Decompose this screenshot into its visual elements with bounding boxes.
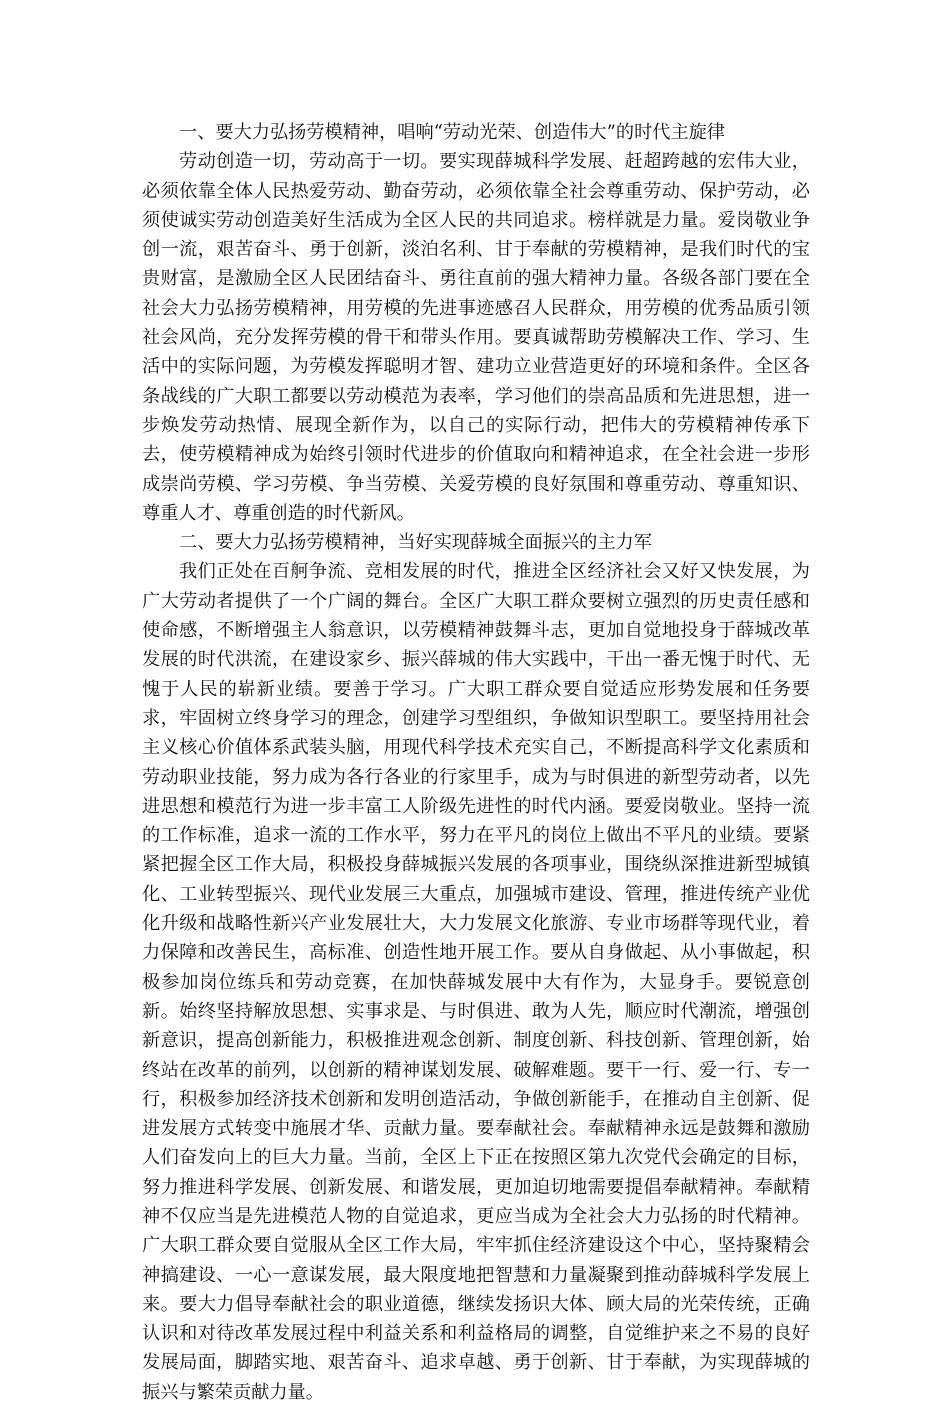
- section-2-paragraph: 我们正处在百舸争流、竞相发展的时代，推进全区经济社会又好又快发展，为广大劳动者提供了一个广阔的舞台。全区广大职工群众要树立强烈的历史责任感和使命感，不断增强主人翁意识，以劳模精神鼓舞斗志，更加自觉地投身于薛城改革发展的时代洪流，在建设家乡、振兴薛城的伟大实践中，干出一番无愧于时代、无愧于人民的崭新业绩。要善于学习。广大职工群众要自觉适应形势发展和任务要求，牢固树立终身学习的理念，创建学习型组织，争做知识型职工。要坚持用社会主义核心价值体系武装头脑，用现代科学技术充实自己，不断提高科学文化素质和劳动职业技能，努力成为各行各业的行家里手，成为与时俱进的新型劳动者，以先进思想和模范行为进一步丰富工人阶级先进性的时代内涵。要爱岗敬业。坚持一流的工作标准，追求一流的工作水平，努力在平凡的岗位上做出不平凡的业绩。要紧紧把握全区工作大局，积极投身薛城振兴发展的各项事业，围绕纵深推进新型城镇化、工业转型振兴、现代业发展三大重点，加强城市建设、管理，推进传统产业优化升级和战略性新兴产业发展壮大，大力发展文化旅游、专业市场群等现代业，着力保障和改善民生，高标准、创造性地开展工作。要从自身做起、从小事做起，积极参加岗位练兵和劳动竞赛，在加快薛城发展中大有作为，大显身手。要锐意创新。始终坚持解放思想、实事求是、与时俱进、敢为人先，顺应时代潮流，增强创新意识，提高创新能力，积极推进观念创新、制度创新、科技创新、管理创新，始终站在改革的前列，以创新的精神谋划发展、破解难题。要干一行、爱一行、专一行，积极参加经济技术创新和发明创造活动，争做创新能手，在推动自主创新、促进发展方式转变中施展才华、贡献力量。要奉献社会。奉献精神永远是鼓舞和激励人们奋发向上的巨大力量。当前，全区上下正在按照区第九次党代会确定的目标，努力推进科学发展、创新发展、和谐发展，更加迫切地需要提倡奉献精神。奉献精神不仅应当是先进模范人物的自觉追求，更应当成为全社会大力弘扬的时代精神。广大职工群众要自觉服从全区工作大局，牢牢抓住经济建设这个中心，坚持聚精会神搞建设、一心一意谋发展，最大限度地把智慧和力量凝聚到推动薛城科学发展上来。要大力倡导奉献社会的职业道德，继续发扬识大体、顾大局的光荣传统，正确认识和对待改革发展过程中利益关系和利益格局的调整，自觉维护来之不易的良好发展局面，脚踏实地、艰苦奋斗、追求卓越、勇于创新、甘于奉献，为实现薛城的振兴与繁荣贡献力量。: [142, 561, 810, 1403]
- section-1-heading: 一、要大力弘扬劳模精神，唱响“劳动光荣、创造伟大”的时代主旋律: [179, 122, 726, 143]
- section-1-paragraph: 劳动创造一切，劳动高于一切。要实现薛城科学发展、赶超跨越的宏伟大业，必须依靠全体人民热爱劳动、勤奋劳动，必须依靠全社会尊重劳动、保护劳动，必须使诚实劳动创造美好生活成为全区人民的共同追求。榜样就是力量。爱岗敬业争创一流，艰苦奋斗、勇于创新，淡泊名利、甘于奉献的劳模精神，是我们时代的宝贵财富，是激励全区人民团结奋斗、勇往直前的强大精神力量。各级各部门要在全社会大力弘扬劳模精神，用劳模的先进事迹感召人民群众，用劳模的优秀品质引领社会风尚，充分发挥劳模的骨干和带头作用。要真诚帮助劳模解决工作、学习、生活中的实际问题，为劳模发挥聪明才智、建功立业营造更好的环境和条件。全区各条战线的广大职工都要以劳动模范为表率，学习他们的崇高品质和先进思想，进一步焕发劳动热情、展现全新作为，以自己的实际行动，把伟大的劳模精神传承下去，使劳模精神成为始终引领时代进步的价值取向和精神追求，在全社会进一步形成崇尚劳模、学习劳模、争当劳模、关爱劳模的良好氛围和尊重劳动、尊重知识、尊重人才、尊重创造的时代新风。: [142, 151, 810, 524]
- section-2-heading: 二、要大力弘扬劳模精神，当好实现薛城全面振兴的主力军: [179, 532, 652, 554]
- document-page: [142, 118, 810, 1407]
